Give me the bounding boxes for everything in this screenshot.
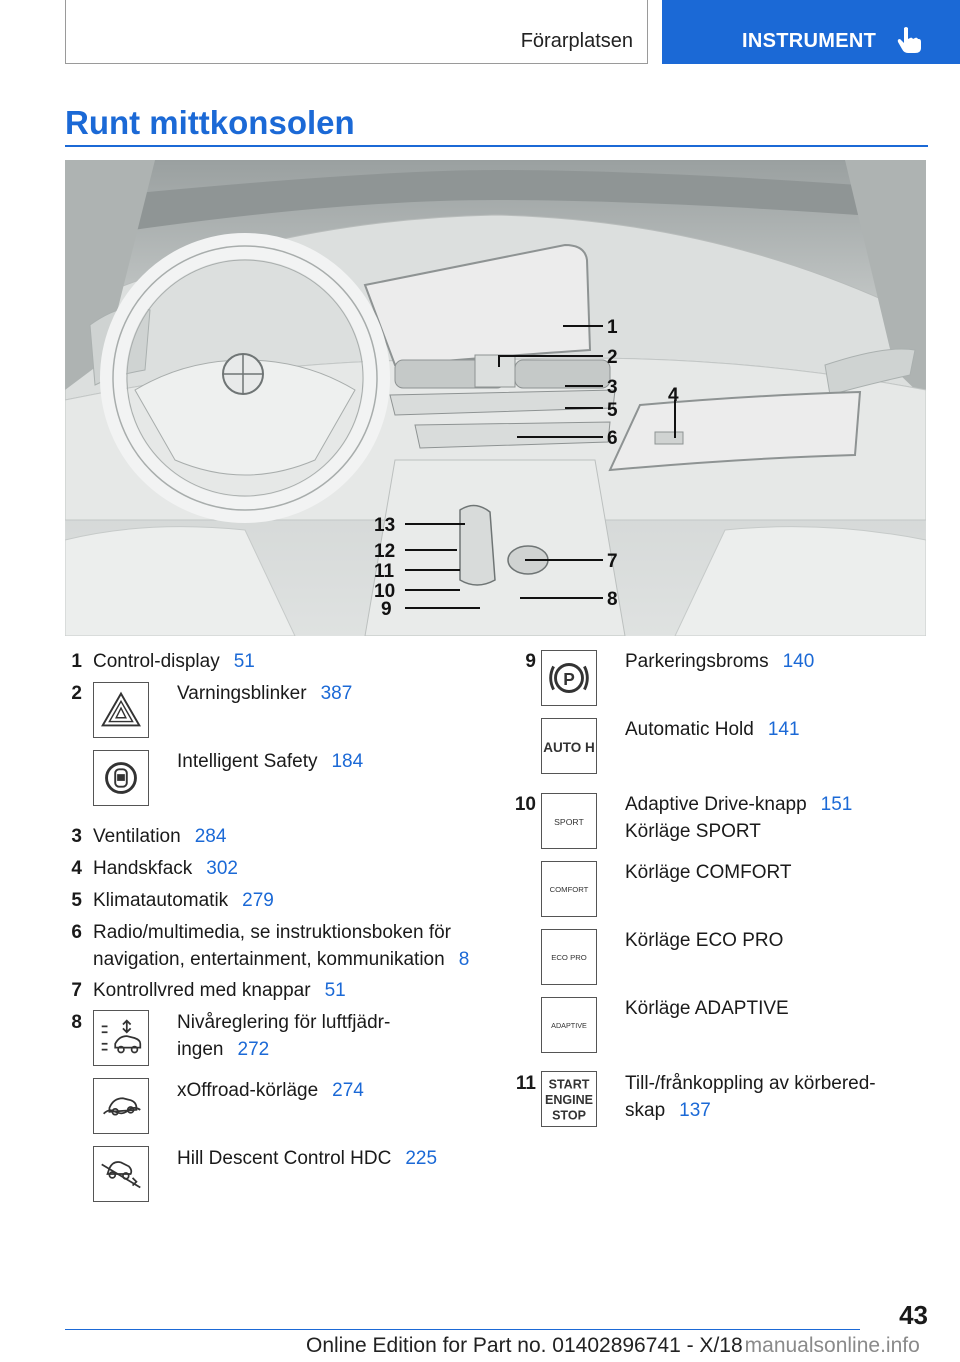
comfort-label: COMFORT	[549, 884, 589, 894]
page-reference-link[interactable]: 51	[324, 980, 346, 1001]
callout-10: 10	[374, 581, 396, 602]
page-reference-link[interactable]: 184	[331, 751, 364, 772]
item-number: 7	[71, 980, 82, 1001]
svg-text:P: P	[563, 668, 575, 689]
start-stop-line: STOP	[552, 1108, 586, 1123]
xoffroad-icon	[93, 1078, 149, 1134]
item-number: 5	[71, 890, 82, 911]
eco-pro-label: ECO PRO	[551, 952, 587, 962]
item-text: Radio/multimedia, se instruktionsboken för	[93, 922, 452, 943]
list-item	[177, 748, 363, 775]
callout-13: 13	[374, 515, 396, 536]
list-item	[625, 648, 814, 675]
item-text: Automatic Hold	[625, 719, 754, 740]
start-stop-line: ENGINE	[545, 1092, 593, 1107]
item-text: skap	[625, 1100, 666, 1121]
sport-button-icon	[541, 793, 597, 849]
parking-brake-icon	[541, 650, 597, 706]
list-item	[93, 823, 226, 850]
item-number: 6	[71, 922, 82, 943]
page-reference-link[interactable]: 274	[332, 1080, 364, 1101]
page-reference-link[interactable]: 279	[242, 890, 274, 911]
item-text: ingen	[177, 1039, 224, 1060]
section-tab-label: Förarplatsen	[520, 30, 633, 52]
item-text: xOffroad-körläge	[177, 1080, 319, 1101]
list-item	[93, 919, 469, 973]
list-item	[177, 1077, 364, 1104]
footer-edition	[306, 1334, 920, 1358]
list-item	[625, 995, 789, 1022]
page-reference-link[interactable]: 302	[206, 858, 238, 879]
center-console-photo	[65, 160, 926, 636]
item-text: navigation, entertainment, kommunikation	[93, 949, 445, 970]
item-text: Ventilation	[93, 826, 181, 847]
callout-4: 4	[668, 385, 679, 406]
callout-9: 9	[381, 599, 392, 620]
item-text: Parkeringsbroms	[625, 651, 769, 672]
callout-12: 12	[374, 541, 396, 562]
callout-1: 1	[607, 317, 618, 338]
item-number: 9	[525, 651, 536, 672]
list-item	[625, 716, 800, 743]
page-title: Runt mittkonsolen	[65, 104, 355, 141]
pointing-hand-icon	[896, 26, 922, 54]
page-reference-link[interactable]: 141	[767, 719, 800, 740]
hazard-warning-icon	[93, 682, 149, 738]
watermark-text: manualsonline.info	[744, 1334, 920, 1357]
item-number: 2	[71, 683, 82, 704]
auto-hold-icon	[541, 718, 597, 774]
page-reference-link[interactable]: 151	[820, 794, 853, 815]
callout-3: 3	[607, 377, 618, 398]
item-text: Handskfack	[93, 858, 193, 879]
page-reference-link[interactable]: 225	[405, 1148, 438, 1169]
sport-label: SPORT	[554, 816, 584, 827]
list-item	[177, 1009, 390, 1063]
list-item	[93, 855, 238, 882]
item-text: Körläge COMFORT	[625, 862, 792, 883]
list-item	[625, 927, 783, 954]
section-tab[interactable]	[65, 0, 648, 64]
item-text: Körläge ADAPTIVE	[625, 998, 789, 1019]
page-number: 43	[899, 1300, 928, 1330]
callout-5: 5	[607, 400, 618, 421]
adaptive-button-icon	[541, 997, 597, 1053]
item-subtext: Körläge SPORT	[625, 821, 761, 842]
item-text: Hill Descent Control HDC	[177, 1148, 392, 1169]
edition-text: Online Edition for Part no. 01402896741 - X/18	[306, 1334, 743, 1357]
item-number: 1	[71, 651, 82, 672]
list-item	[177, 680, 352, 707]
page-reference-link[interactable]: 8	[458, 949, 470, 970]
list-item	[93, 887, 274, 914]
start-stop-icon	[541, 1071, 597, 1127]
list-item	[625, 791, 852, 845]
item-text: Nivåreglering för luftfjädr-	[177, 1012, 391, 1033]
page-reference-link[interactable]: 137	[679, 1100, 711, 1121]
eco-pro-button-icon	[541, 929, 597, 985]
callout-11: 11	[374, 561, 395, 582]
callout-7: 7	[607, 551, 618, 572]
list-item	[625, 1070, 876, 1124]
chapter-tab-label: INSTRUMENT	[742, 30, 877, 52]
hill-descent-icon	[93, 1146, 149, 1202]
item-number: 10	[514, 794, 536, 815]
callout-6: 6	[607, 428, 618, 449]
list-item	[93, 977, 346, 1004]
item-text: Adaptive Drive-knapp	[625, 794, 807, 815]
footer-divider	[65, 1329, 860, 1330]
auto-hold-label: AUTO H	[543, 739, 595, 755]
title-divider	[65, 145, 928, 147]
page-reference-link[interactable]: 284	[194, 826, 227, 847]
callout-8: 8	[607, 589, 618, 610]
page-reference-link[interactable]: 272	[237, 1039, 270, 1060]
item-text: Control-display	[93, 651, 220, 672]
callout-2: 2	[607, 347, 618, 368]
item-text: Körläge ECO PRO	[625, 930, 784, 951]
air-suspension-icon	[93, 1010, 149, 1066]
page-reference-link[interactable]: 140	[782, 651, 815, 672]
page-reference-link[interactable]: 387	[320, 683, 353, 704]
item-number: 4	[71, 858, 82, 879]
chapter-tab[interactable]	[662, 0, 960, 64]
item-text: Varningsblinker	[177, 683, 307, 704]
page-reference-link[interactable]: 51	[233, 651, 255, 672]
item-text: Kontrollvred med knappar	[93, 980, 311, 1001]
list-item	[93, 648, 255, 675]
item-text: Klimatautomatik	[93, 890, 229, 911]
list-item	[625, 859, 791, 886]
item-text: Till-/frånkoppling av körbered-	[625, 1073, 876, 1094]
comfort-button-icon	[541, 861, 597, 917]
item-number: 8	[71, 1012, 82, 1033]
start-stop-line: START	[548, 1077, 590, 1092]
list-item	[177, 1145, 437, 1172]
adaptive-label: ADAPTIVE	[551, 1020, 587, 1030]
item-number: 3	[71, 826, 82, 847]
item-text: Intelligent Safety	[177, 751, 318, 772]
intelligent-safety-icon	[93, 750, 149, 806]
item-number: 11	[515, 1073, 536, 1094]
